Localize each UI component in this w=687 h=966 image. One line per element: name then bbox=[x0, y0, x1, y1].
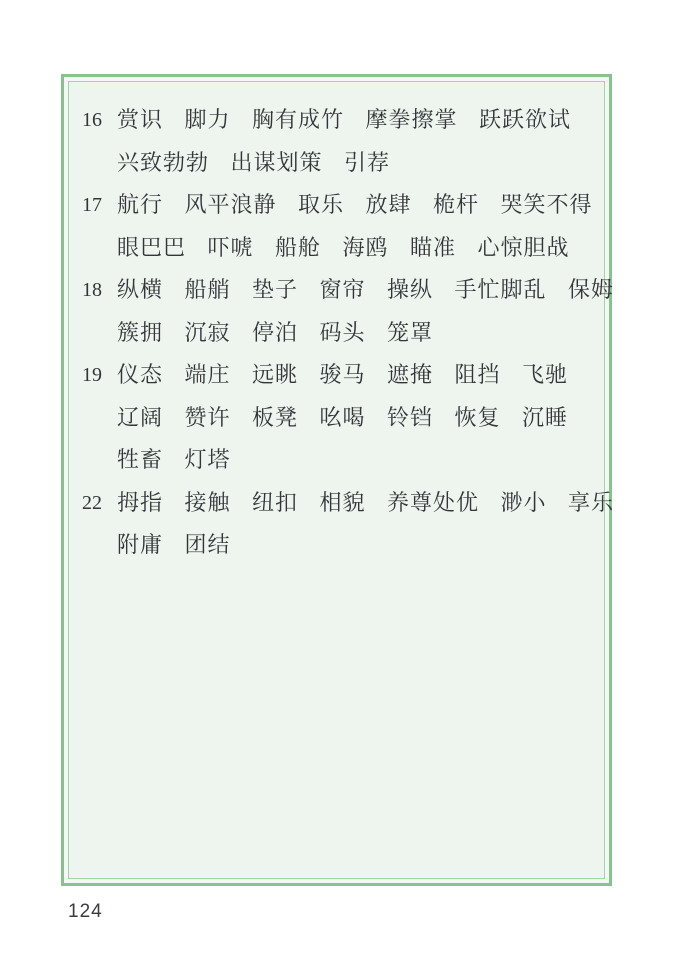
word-line: 附庸 团结 bbox=[117, 532, 231, 557]
word-line: 眼巴巴 吓唬 船舱 海鸥 瞄准 心惊胆战 bbox=[117, 234, 570, 260]
lesson-entry-16 bbox=[82, 99, 590, 184]
lesson-number: 17 bbox=[82, 194, 102, 216]
lesson-number: 18 bbox=[82, 279, 102, 301]
lesson-words bbox=[117, 184, 593, 269]
lesson-words bbox=[117, 354, 590, 482]
word-line: 拇指 接触 纽扣 相貌 养尊处优 渺小 享乐 bbox=[117, 489, 615, 515]
word-list bbox=[82, 99, 615, 567]
lesson-words bbox=[117, 482, 614, 567]
lesson-number: 16 bbox=[82, 109, 102, 131]
lesson-words bbox=[117, 269, 614, 354]
word-line: 牲畜 灯塔 bbox=[117, 447, 231, 472]
lesson-entry-19 bbox=[82, 354, 590, 482]
word-line: 簇拥 沉寂 停泊 码头 笼罩 bbox=[117, 319, 434, 345]
word-line: 赏识 脚力 胸有成竹 摩拳擦掌 跃跃欲试 bbox=[117, 107, 572, 132]
word-line: 辽阔 赞许 板凳 吆喝 铃铛 恢复 沉睡 bbox=[117, 404, 569, 430]
lesson-words bbox=[117, 99, 590, 184]
lesson-entry-22 bbox=[82, 482, 615, 567]
lesson-entry-18 bbox=[82, 269, 615, 354]
lesson-entry-17 bbox=[82, 184, 593, 269]
word-list-frame-inner bbox=[68, 81, 615, 879]
word-line: 纵横 船艄 垫子 窗帘 操纵 手忙脚乱 保姆 bbox=[117, 277, 615, 302]
lesson-number: 22 bbox=[82, 491, 102, 514]
lesson-number: 19 bbox=[82, 364, 102, 386]
page-number: 124 bbox=[68, 901, 103, 922]
word-list-frame bbox=[61, 74, 615, 886]
word-line: 仪态 端庄 远眺 骏马 遮掩 阻挡 飞驰 bbox=[117, 362, 569, 387]
word-line: 兴致勃勃 出谋划策 引荐 bbox=[117, 149, 391, 175]
word-line: 航行 风平浪静 取乐 放肆 桅杆 哭笑不得 bbox=[117, 192, 593, 217]
